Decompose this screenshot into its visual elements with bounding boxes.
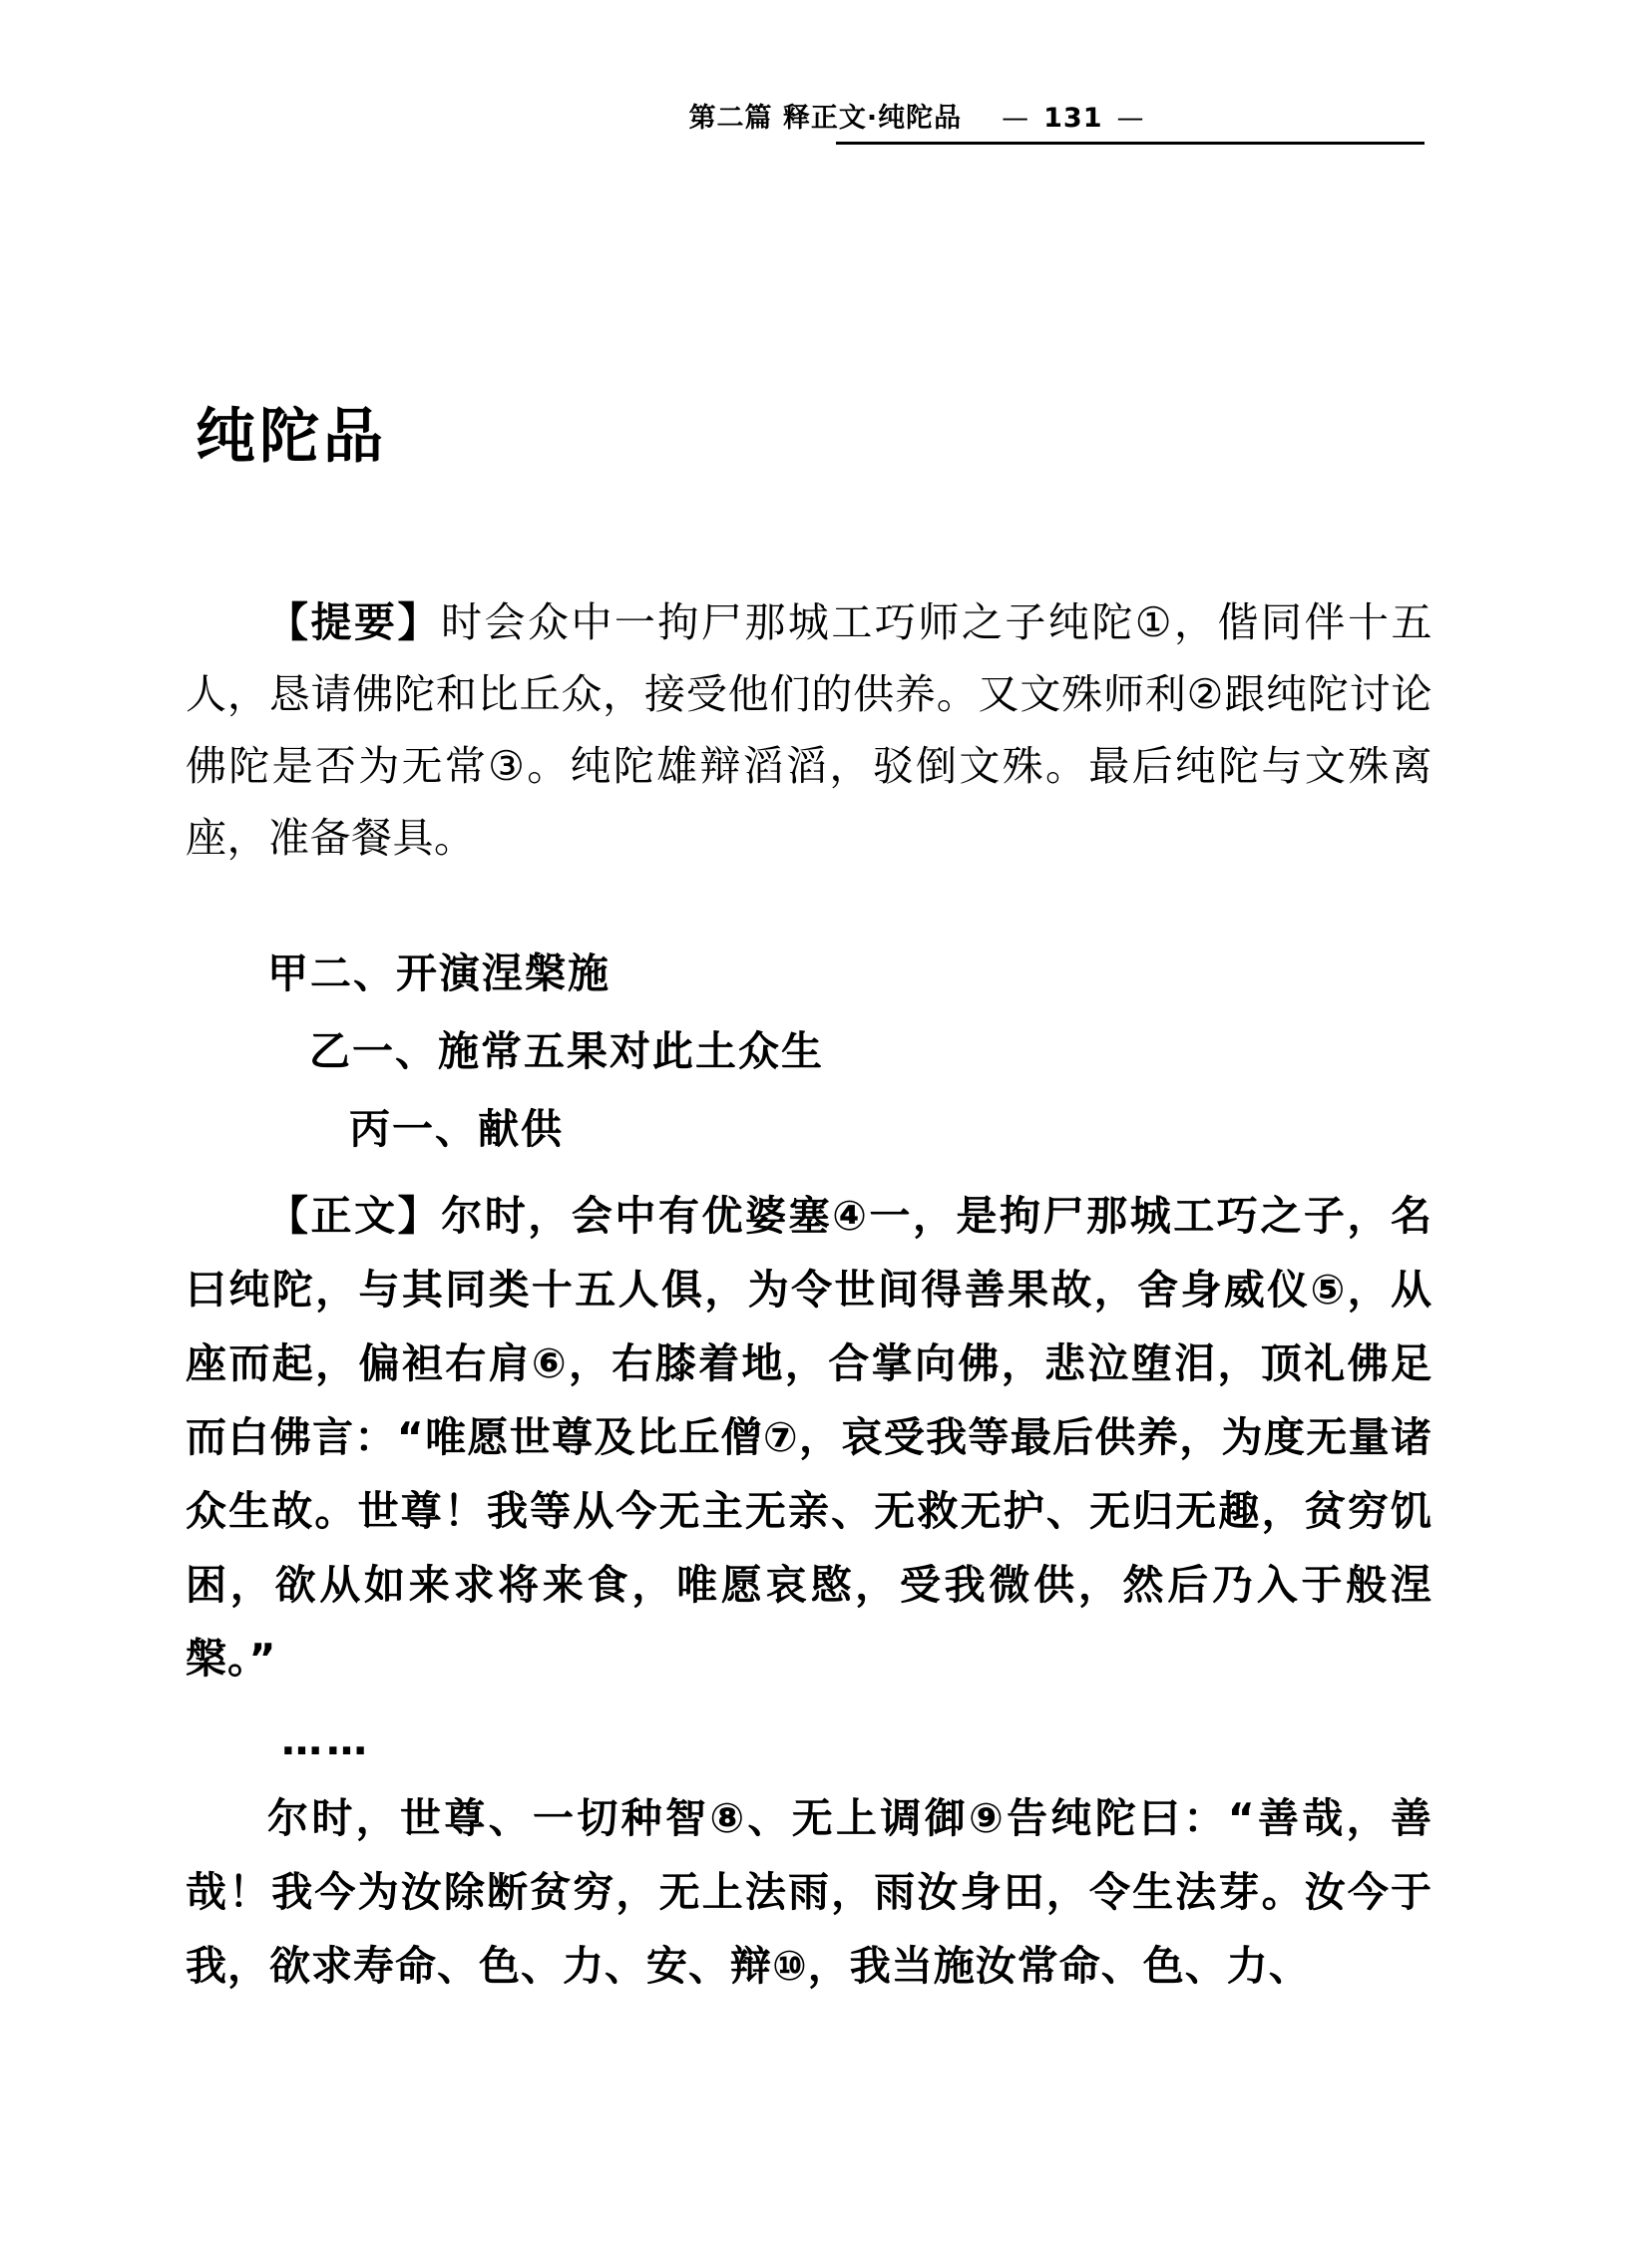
heading-level-1: 甲二、开演涅槃施 [267,949,610,997]
dash-right: — [1116,103,1145,134]
header-rule [836,142,1424,145]
summary-paragraph [186,586,1432,874]
ellipsis-line: …… [281,1716,371,1764]
dash-left: — [1002,103,1030,134]
page-number: 131 [1043,103,1103,134]
heading-level-3: 丙一、献供 [349,1105,564,1153]
heading-level-2: 乙一、施常五果对此土众生 [309,1027,824,1075]
summary-text: 时会众中一拘尸那城工巧师之子纯陀①，偕同伴十五人，恳请佛陀和比丘众，接受他们的供养。又文殊师利②跟纯陀讨论佛陀是否为无常③。纯陀雄辩滔滔，驳倒文殊。最后纯陀与文殊离座，准备餐具。 [186,598,1432,862]
sutra-paragraph [186,1179,1432,1696]
summary-marker: 【提要】 [267,598,441,646]
sutra-paragraph-2: 尔时，世尊、一切种智⑧、无上调御⑨告纯陀曰：“善哉，善哉！我今为汝除断贫穷，无上法雨，雨汝身田，令生法芽。汝今于我，欲求寿命、色、力、安、辩⑩，我当施汝常命、色、力、 [186,1794,1432,1990]
running-head [0,96,1628,135]
sutra-text: 尔时，会中有优婆塞④一，是拘尸那城工巧之子，名曰纯陀，与其同类十五人俱，为令世间得善果故，舍身威仪⑤，从座而起，偏袒右肩⑥，右膝着地，合掌向佛，悲泣堕泪，顶礼佛足而白佛言：“唯愿世尊及比丘僧⑦，哀受我等最后供养，为度无量诸众生故。世尊！我等从今无主无亲、无救无护、无归无趣，贫穷饥困，欲从如来求将来食，唯愿哀愍，受我微供，然后乃入于般涅槃。” [186,1192,1432,1683]
sutra-marker: 【正文】 [267,1192,442,1240]
running-head-text: 第二篇 释正文·纯陀品 [688,103,963,134]
document-body [186,586,1432,2003]
page-title: 纯陀品 [196,402,387,473]
